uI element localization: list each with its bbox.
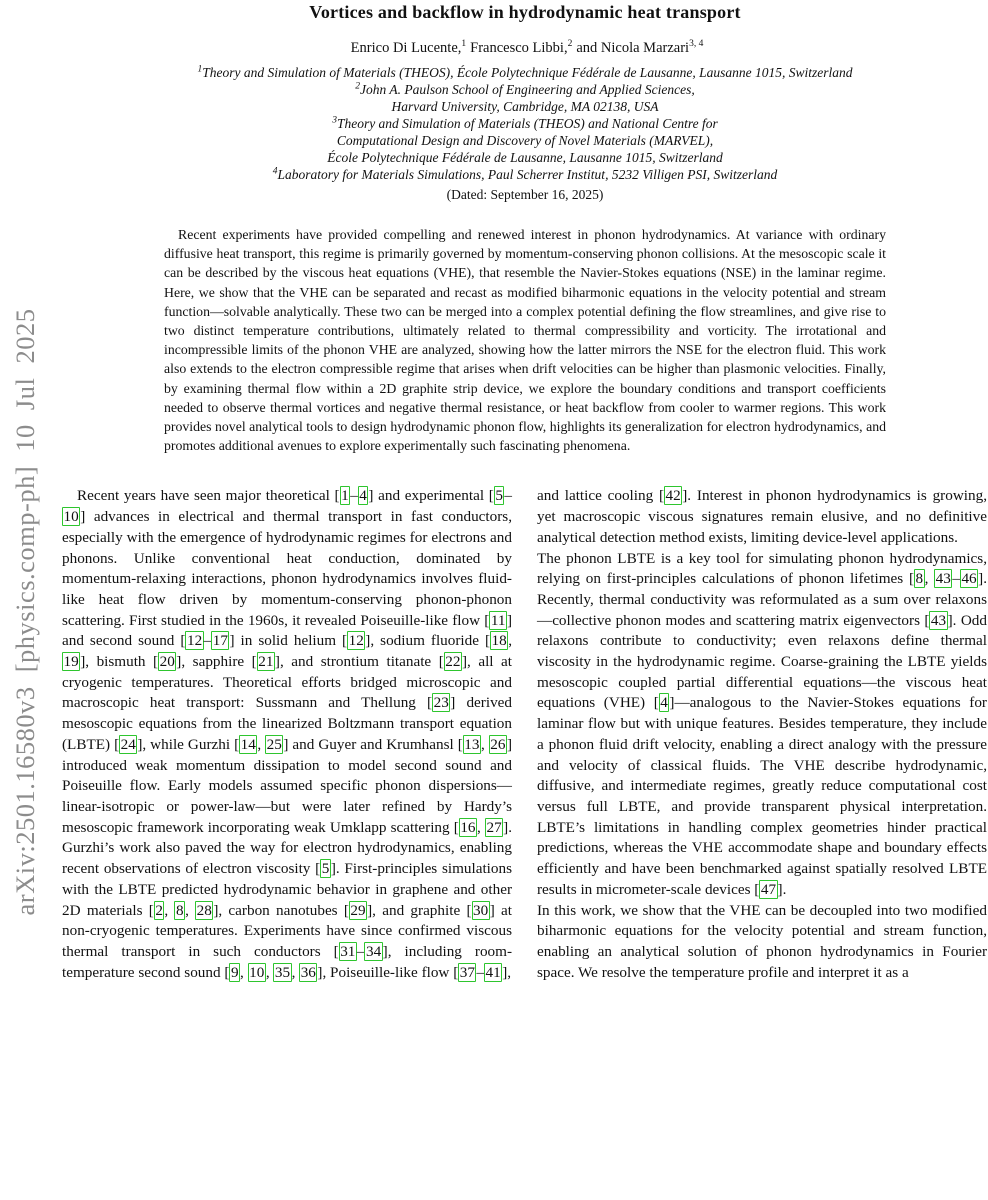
- citation-link[interactable]: 2: [155, 901, 163, 919]
- affiliation-sup: 2: [355, 81, 361, 92]
- affiliation-sup: 1: [197, 64, 203, 75]
- citation-link[interactable]: 20: [159, 653, 175, 671]
- citation-link[interactable]: 10: [63, 508, 79, 526]
- citation-link[interactable]: 22: [445, 653, 461, 671]
- citation-link[interactable]: 41: [485, 963, 501, 981]
- citation-link[interactable]: 12: [348, 632, 364, 650]
- citation-link[interactable]: 31: [340, 942, 356, 960]
- affiliation-line: $^2$John A. Paulson School of Engineering and Applied Sciences,: [355, 81, 695, 97]
- citation-link[interactable]: 8: [915, 570, 924, 588]
- citation-link[interactable]: 18: [491, 632, 507, 650]
- citation-link[interactable]: 4: [660, 694, 668, 712]
- citation-link[interactable]: 43: [935, 570, 951, 588]
- affiliation-line: $^4$Laboratory for Materials Simulations, Paul Scherrer Institut, 5232 Villigen PSI, Switzerland: [272, 166, 778, 182]
- citation-link[interactable]: 34: [365, 942, 382, 960]
- affiliation-line: Harvard University, Cambridge, MA 02138, USA: [391, 99, 659, 114]
- body-paragraph: Recent years have seen major theoretical [1–4] and experimental [5–10] advances in electrical and thermal transport in fast conductors, especially with the emergence of hydrodynamic regimes for electrons and phonons. Unlike conventional heat conduction, dominated by momentum-relaxing interactions, phonon hydrodynamics involves fluid-like heat flow driven by momentum-conserving phonon-phonon scattering. First studied in the 1960s, it revealed Poiseuille-like flow [11] and second sound [12–17] in solid helium [12], sodium fluoride [18, 19], bismuth [20], sapphire [21], and strontium titanate [22], all at cryogenic temperatures. Theoretical efforts bridged microscopic and macroscopic heat transport: Sussmann and Thellung [23] derived mesoscopic equations from the linearized Boltzmann transport equation (LBTE) [24], while Gurzhi [14, 25] and Guyer and Krumhansl [13, 26] introduced weak momentum dissipation to model second sound and Poiseuille flow. Early models assumed specific phonon dispersions—linear-isotropic or power-law—but were later refined by Hardy’s mesoscopic framework incorporating weak Umklapp scattering [16, 27]. Gurzhi’s work also paved the way for electron hydrodynamics, enabling recent observations of electron viscosity [5]. First-principles simulations with the LBTE predicted hydrodynamic behavior in graphene and other 2D materials [2, 8, 28], carbon nanotubes [29], and graphite [30] at non-cryogenic temperatures. Experiments have since confirmed viscous thermal transport in such conductors [31–34], including room-temperature second sound [9, 10, 35, 36], Poiseuille-like flow [37–41],: [62, 487, 513, 981]
- citation-link[interactable]: 5: [495, 487, 503, 505]
- citation-link[interactable]: 4: [359, 487, 367, 505]
- citation-link[interactable]: 37: [459, 963, 475, 981]
- citation-link[interactable]: 12: [186, 632, 203, 650]
- citation-link[interactable]: 9: [230, 963, 239, 981]
- affiliation-line: École Polytechnique Fédérale de Lausanne, Lausanne 1015, Switzerland: [327, 150, 723, 165]
- paper-title: Vortices and backflow in hydrodynamic heat transport: [309, 2, 741, 22]
- body-columns: [62, 486, 988, 983]
- affiliation-line: $^1$Theory and Simulation of Materials (THEOS), École Polytechnique Fédérale de Lausanne, Lausanne 1015, Switzerland: [197, 64, 853, 80]
- citation-link[interactable]: 46: [961, 570, 977, 588]
- author-name: Enrico Di Lucente,: [350, 40, 462, 56]
- citation-link[interactable]: 25: [266, 735, 282, 753]
- affiliation-sup: 3: [332, 115, 337, 126]
- author-line: [62, 40, 988, 57]
- paper-page: [62, 0, 988, 983]
- citation-link[interactable]: 1: [341, 487, 349, 505]
- author-affil-ref: 2: [567, 39, 573, 50]
- citation-link[interactable]: 23: [433, 694, 449, 712]
- affiliation-sup: 4: [272, 166, 278, 177]
- dated-line: (Dated: September 16, 2025): [446, 187, 604, 202]
- author-name: and Nicola Marzari: [576, 40, 690, 56]
- citation-link[interactable]: 47: [760, 880, 777, 898]
- citation-link[interactable]: 5: [321, 860, 330, 878]
- citation-link[interactable]: 30: [473, 901, 489, 919]
- abstract-text: Recent experiments have provided compelling and renewed interest in phonon hydrodynamics. At variance with ordinary diffusive heat transport, this regime is primarily governed by momentum-conserving phonon collisions. At the mesoscopic scale it can be described by the viscous heat equations (VHE), that resemble the Navier-Stokes equations (NSE) in the laminar regime. Here, we show that the VHE can be separated and recast as modified biharmonic equations in the velocity potential and stream function—solvable analytically. These two can be merged into a complex potential defining the flow streamlines, and give rise to two distinct temperature contributions, ultimately related to thermal compressibility and vorticity. The irrotational and incompressible limits of the phonon VHE are analyzed, showing how the latter mirrors the NSE for the electron fluid. This work also extends to the electron compressible regime that arises when drift velocities can be higher than plasmonic velocities. Finally, by examining thermal flow within a 2D graphite strip device, we explore the boundary conditions and transport coefficients needed to observe thermal vortices and negative thermal resistance, or heat backflow from cooler to warmer regions. This work provides novel analytical tools to design hydrodynamic phonon flow, highlights its generalization for electron hydrodynamics, and promotes additional avenues to explore experimentally such fascinating phenomena.: [164, 227, 886, 454]
- affiliations: [62, 64, 988, 183]
- body-paragraph: The phonon LBTE is a key tool for simulating phonon hydrodynamics, relying on first-principles calculations of phonon lifetimes [8, 43–46]. Recently, thermal conductivity was reformulated as a sum over relaxons—collective phonon modes and scattering matrix eigenvectors [43]. Odd relaxons contribute to conductivity; even relaxons define thermal viscosity in the hydrodynamic regime. Coarse-graining the LBTE yields mesoscopic coupled partial differential equations—the viscous heat equations (VHE) [4]—analogous to the Navier-Stokes equations for laminar flow but with unique features. Besides temperature, they include a phonon fluid drift velocity, enabling a direct analogy with the pressure and velocity of classical fluids. The VHE describe hydrodynamic, diffusive, and intermediate regimes, greatly reduce computational cost versus full LBTE, and provide transparent physical interpretation. LBTE’s limitations in handling complex geometries hinder practical predictions, whereas the VHE accommodate shape and boundary effects efficiently and have been benchmarked against spatially resolved LBTE results in micrometer-scale devices [47].: [537, 549, 987, 898]
- body-paragraph: In this work, we show that the VHE can be decoupled into two modified biharmonic equations for the velocity potential and stream function, enabling an analytical solution of phonon hydrodynamics in Fourier space. We resolve the temperature profile and interpret it as a: [537, 901, 987, 981]
- body-paragraph: and lattice cooling [42]. Interest in phonon hydrodynamics is growing, yet macroscopic viscous signatures remain elusive, and no definitive analytical detection method exists, limiting device-level applications.: [537, 487, 987, 546]
- arxiv-stamp: arXiv:2501.16580v3 [physics.comp-ph] 10 Jul 2025: [10, 308, 40, 916]
- citation-link[interactable]: 35: [274, 963, 291, 981]
- left-column: [62, 486, 512, 983]
- citation-link[interactable]: 24: [120, 735, 136, 753]
- citation-link[interactable]: 8: [175, 901, 184, 919]
- author-affil-ref: 3, 4: [689, 39, 704, 50]
- citation-link[interactable]: 10: [249, 963, 265, 981]
- author-affil-ref: 1: [461, 39, 467, 50]
- citation-link[interactable]: 36: [300, 963, 316, 981]
- citation-link[interactable]: 21: [258, 653, 274, 671]
- citation-link[interactable]: 43: [930, 611, 947, 629]
- citation-link[interactable]: 27: [486, 818, 502, 836]
- affiliation-line: Computational Design and Discovery of Novel Materials (MARVEL),: [336, 133, 714, 148]
- citation-link[interactable]: 42: [665, 487, 681, 505]
- citation-link[interactable]: 19: [63, 653, 79, 671]
- citation-link[interactable]: 28: [196, 901, 212, 919]
- affiliation-line: $^3$Theory and Simulation of Materials (THEOS) and National Centre for: [332, 115, 718, 131]
- citation-link[interactable]: 29: [350, 901, 366, 919]
- right-column: [537, 486, 987, 983]
- author-name: Francesco Libbi,: [470, 40, 568, 56]
- citation-link[interactable]: 14: [240, 735, 256, 753]
- citation-link[interactable]: 16: [460, 818, 476, 836]
- citation-link[interactable]: 17: [212, 632, 228, 650]
- citation-link[interactable]: 11: [490, 611, 506, 629]
- citation-link[interactable]: 26: [490, 735, 506, 753]
- citation-link[interactable]: 13: [464, 735, 480, 753]
